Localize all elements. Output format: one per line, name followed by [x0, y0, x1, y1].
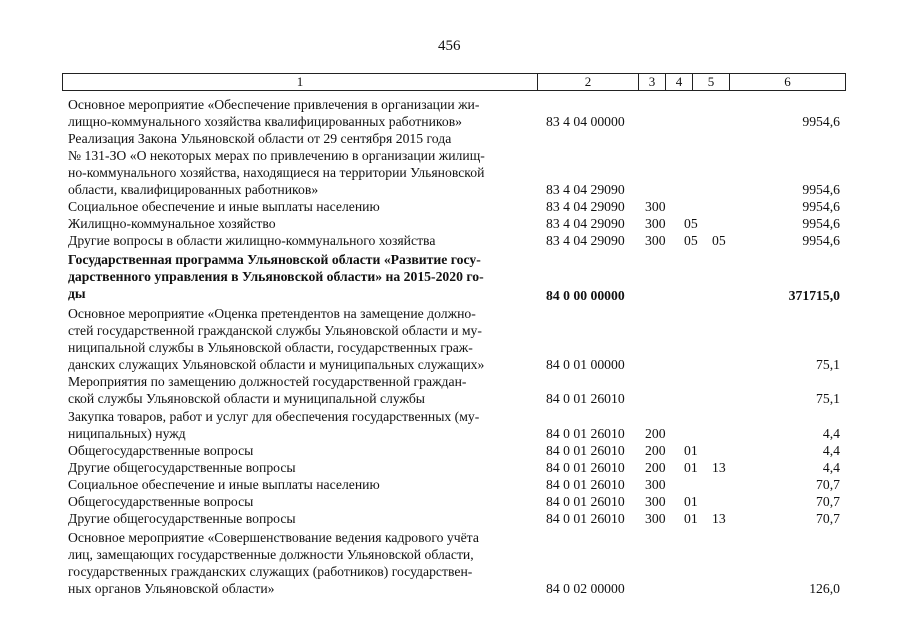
row-description-line: лиц, замещающих государственные должности Ульяновской области,	[68, 547, 474, 562]
row-amount: 70,7	[816, 494, 840, 509]
row-description-line: № 131-ЗО «О некоторых мерах по привлечению в организации жилищ-	[68, 148, 485, 163]
row-code: 83 4 04 29090	[546, 233, 625, 248]
row-col-5: 05	[712, 233, 726, 248]
row-description-line: но-коммунального хозяйства, находящиеся на территории Ульяновской	[68, 165, 485, 180]
row-description-line: Основное мероприятие «Обеспечение привлечения в организации жи-	[68, 97, 480, 112]
row-description-line: Реализация Закона Ульяновской области от 29 сентября 2015 года	[68, 131, 452, 146]
row-col-5: 13	[712, 460, 726, 475]
row-code: 84 0 01 26010	[546, 460, 625, 475]
header-col-6: 6	[784, 74, 791, 89]
row-code: 83 4 04 29090	[546, 182, 625, 197]
row-description-line: Социальное обеспечение и иные выплаты населению	[68, 199, 380, 214]
row-amount: 75,1	[816, 357, 840, 372]
header-col-2: 2	[538, 74, 639, 90]
row-amount: 70,7	[816, 511, 840, 526]
row-description-line: Общегосударственные вопросы	[68, 443, 254, 458]
row-amount: 75,1	[816, 391, 840, 406]
row-col-4: 01	[684, 460, 698, 475]
row-amount: 126,0	[809, 581, 840, 596]
row-amount: 9954,6	[802, 216, 840, 231]
header-col-1: 1	[63, 74, 538, 90]
row-description-line: лищно-коммунального хозяйства квалифицированных работников»	[68, 114, 463, 129]
row-description-line: Социальное обеспечение и иные выплаты населению	[68, 477, 380, 492]
header-col-3: 3	[639, 74, 666, 90]
row-code: 84 0 00 00000	[546, 288, 625, 303]
row-col-4: 01	[684, 511, 698, 526]
row-description-line: ды	[68, 286, 86, 301]
row-description-line: ных органов Ульяновской области»	[68, 581, 275, 596]
row-code: 84 0 02 00000	[546, 581, 625, 596]
row-code: 84 0 01 26010	[546, 391, 625, 406]
row-code: 83 4 04 29090	[546, 199, 625, 214]
row-description-line: Основное мероприятие «Совершенствование ведения кадрового учёта	[68, 530, 479, 545]
row-col-3: 300	[645, 511, 666, 526]
row-col-3: 300	[645, 216, 666, 231]
row-description-line: ниципальных) нужд	[68, 426, 186, 441]
row-description-line: дарственного управления в Ульяновской области» на 2015-2020 го-	[68, 269, 484, 284]
header-col-5: 5	[693, 74, 730, 90]
row-col-4: 05	[684, 216, 698, 231]
row-amount: 9954,6	[802, 182, 840, 197]
row-description-line: ниципальной службы в Ульяновской области, государственных граж-	[68, 340, 473, 355]
header-col-4: 4	[666, 74, 693, 90]
page-number: 456	[438, 38, 461, 54]
row-description-line: государственных гражданских служащих (работников) государствен-	[68, 564, 473, 579]
row-col-5: 13	[712, 511, 726, 526]
row-description-line: Государственная программа Ульяновской области «Развитие госу-	[68, 252, 481, 267]
row-description-line: Другие общегосударственные вопросы	[68, 460, 296, 475]
row-description-line: данских служащих Ульяновской области и муниципальных служащих»	[68, 357, 485, 372]
row-col-4: 05	[684, 233, 698, 248]
row-col-3: 200	[645, 443, 666, 458]
row-description-line: Жилищно-коммунальное хозяйство	[68, 216, 276, 231]
row-amount: 9954,6	[802, 114, 840, 129]
row-code: 84 0 01 26010	[546, 494, 625, 509]
row-description-line: ской службы Ульяновской области и муниципальной службы	[68, 391, 425, 406]
row-description-line: стей государственной гражданской службы Ульяновской области и му-	[68, 323, 482, 338]
row-col-4: 01	[684, 443, 698, 458]
row-amount: 4,4	[822, 443, 840, 458]
row-col-3: 300	[645, 233, 666, 248]
row-description-line: Общегосударственные вопросы	[68, 494, 254, 509]
row-amount: 70,7	[816, 477, 840, 492]
row-col-3: 200	[645, 426, 666, 441]
row-code: 83 4 04 29090	[546, 216, 625, 231]
row-description-line: области, квалифицированных работников»	[68, 182, 319, 197]
row-description-line: Закупка товаров, работ и услуг для обеспечения государственных (му-	[68, 409, 480, 424]
row-col-3: 300	[645, 494, 666, 509]
row-col-3: 200	[645, 460, 666, 475]
row-amount: 4,4	[822, 460, 840, 475]
row-col-3: 300	[645, 477, 666, 492]
row-amount: 9954,6	[802, 233, 840, 248]
row-amount: 4,4	[822, 426, 840, 441]
row-code: 84 0 01 26010	[546, 511, 625, 526]
row-description-line: Другие вопросы в области жилищно-коммунального хозяйства	[68, 233, 436, 248]
row-amount: 371715,0	[788, 288, 840, 303]
row-amount: 9954,6	[802, 199, 840, 214]
row-code: 84 0 01 26010	[546, 443, 625, 458]
row-code: 84 0 01 26010	[546, 477, 625, 492]
row-description-line: Мероприятия по замещению должностей государственной граждан-	[68, 374, 467, 389]
row-col-3: 300	[645, 199, 666, 214]
row-col-4: 01	[684, 494, 698, 509]
row-code: 84 0 01 26010	[546, 426, 625, 441]
row-description-line: Основное мероприятие «Оценка претендентов на замещение должно-	[68, 306, 476, 321]
row-code: 83 4 04 00000	[546, 114, 625, 129]
row-description-line: Другие общегосударственные вопросы	[68, 511, 296, 526]
row-code: 84 0 01 00000	[546, 357, 625, 372]
